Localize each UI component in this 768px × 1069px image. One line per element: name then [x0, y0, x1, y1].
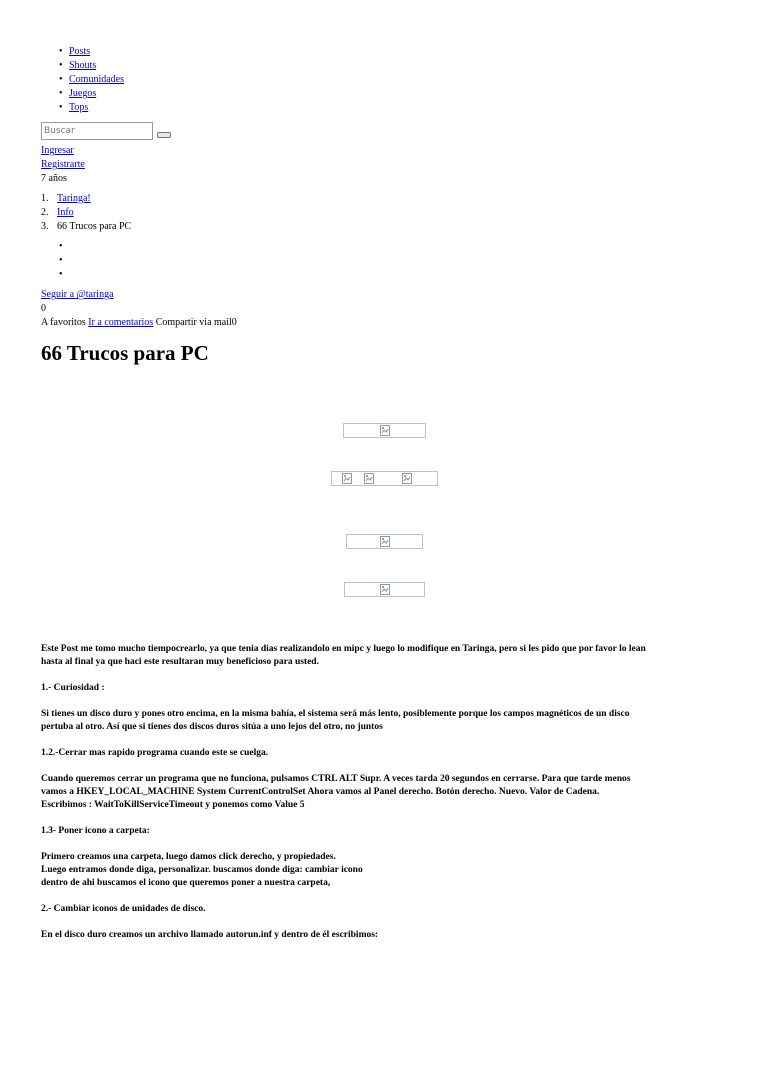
- search-input[interactable]: [41, 122, 153, 140]
- nav-link-tops[interactable]: Tops: [69, 102, 89, 113]
- breadcrumb: [41, 192, 741, 234]
- account-age: 7 años: [41, 173, 67, 184]
- post-images-row-2: [0, 471, 768, 486]
- nav-link-shouts[interactable]: Shouts: [69, 60, 97, 71]
- nav-item-shouts[interactable]: [41, 59, 741, 73]
- nav-item-juegos[interactable]: [41, 87, 741, 101]
- share-icons-list: [41, 240, 741, 282]
- breadcrumb-link-info[interactable]: Info: [57, 207, 74, 218]
- intro-line: hasta al final ya que haci este resultaran muy beneficioso para usted.: [41, 657, 319, 667]
- post-images-row-1: [0, 423, 768, 438]
- broken-image-icon: [402, 473, 412, 484]
- post-images-row-3: [0, 534, 768, 549]
- nav-link-juegos[interactable]: Juegos: [69, 88, 97, 99]
- broken-image-icon: [380, 425, 390, 436]
- favorites-button[interactable]: A favoritos: [41, 317, 86, 328]
- nav-item-tops[interactable]: [41, 101, 741, 115]
- post-body: [41, 643, 741, 942]
- share-mail-button[interactable]: Compartir via mail: [155, 317, 232, 328]
- breadcrumb-number: 3.: [41, 221, 49, 232]
- share-count: 0: [231, 317, 237, 328]
- paragraph-line: Si tienes un disco duro y pones otro encima, en la misma bahía, el sistema será más lento, posiblemente porque los campos magnéticos de un disco: [41, 709, 630, 719]
- section-heading: 2.- Cambiar iconos de unidades de disco.: [41, 904, 206, 914]
- paragraph-line: Cuando queremos cerrar un programa que no funciona, pulsamos CTRL ALT Supr. A veces tarda 20 segundos en cerrarse. Para que tarde menos: [41, 774, 631, 784]
- follow-count: 0: [41, 303, 46, 314]
- paragraph-line: vamos a HKEY_LOCAL_MACHINE System CurrentControlSet Ahora vamos al Panel derecho. Botón derecho. Nuevo. Valor de Cadena.: [41, 787, 600, 797]
- section-heading: 1.3- Poner icono a carpeta:: [41, 826, 150, 836]
- broken-image-icon: [342, 473, 352, 484]
- nav-item-comunidades[interactable]: [41, 73, 741, 87]
- login-link[interactable]: Ingresar: [41, 145, 74, 156]
- comments-link[interactable]: Ir a comentarios: [88, 317, 154, 328]
- main-nav: [41, 45, 741, 115]
- paragraph-line: En el disco duro creamos un archivo llamado autorun.inf y dentro de él escribimos:: [41, 930, 379, 940]
- search-bar: [41, 119, 741, 143]
- breadcrumb-item-taringa[interactable]: [41, 192, 741, 206]
- paragraph-line: Luego entramos donde diga, personalizar. buscamos donde diga: cambiar icono: [41, 865, 363, 875]
- breadcrumb-number: 1.: [41, 193, 49, 204]
- section-heading: 1.- Curiosidad :: [41, 683, 105, 693]
- share-item[interactable]: [41, 254, 741, 268]
- breadcrumb-current: 66 Trucos para PC: [57, 221, 132, 232]
- broken-image-icon: [380, 584, 390, 595]
- paragraph-line: pertuba al otro. Así que si tienes dos discos duros sitúa a uno lejos del otro, no juntos: [41, 722, 383, 732]
- post-image: [346, 534, 423, 549]
- search-button[interactable]: [157, 132, 171, 138]
- broken-image-icon: [380, 536, 390, 547]
- post-image: [343, 423, 426, 438]
- breadcrumb-number: 2.: [41, 207, 49, 218]
- share-item[interactable]: [41, 240, 741, 254]
- breadcrumb-item-info[interactable]: [41, 206, 741, 220]
- post-images-row-4: [0, 582, 768, 597]
- nav-item-posts[interactable]: [41, 45, 741, 59]
- register-link[interactable]: Registrarte: [41, 159, 85, 170]
- auth-links: [41, 144, 741, 186]
- post-image-group: [331, 471, 438, 486]
- nav-link-comunidades[interactable]: Comunidades: [69, 74, 124, 85]
- intro-line: Este Post me tomo mucho tiempocrearlo, ya que tenia dias realizandolo en mipc y luego lo modifique en Taringa, pero si les pido que por favor lo lean: [41, 644, 646, 654]
- broken-image-icon: [364, 473, 374, 484]
- nav-link-posts[interactable]: Posts: [69, 46, 91, 57]
- post-title: 66 Trucos para PC: [41, 341, 209, 365]
- social-actions: [41, 288, 741, 330]
- paragraph-line: Escribimos : WaitToKillServiceTimeout y ponemos como Value 5: [41, 800, 305, 810]
- share-item[interactable]: [41, 268, 741, 282]
- breadcrumb-item-current: [41, 220, 741, 234]
- paragraph-line: dentro de ahi buscamos el icono que queremos poner a nuestra carpeta,: [41, 878, 331, 888]
- follow-taringa-link[interactable]: Seguir a @taringa: [41, 289, 114, 300]
- paragraph-line: Primero creamos una carpeta, luego damos click derecho, y propiedades.: [41, 852, 336, 862]
- post-image: [344, 582, 425, 597]
- section-heading: 1.2.-Cerrar mas rapido programa cuando este se cuelga.: [41, 748, 269, 758]
- breadcrumb-link-taringa[interactable]: Taringa!: [57, 193, 91, 204]
